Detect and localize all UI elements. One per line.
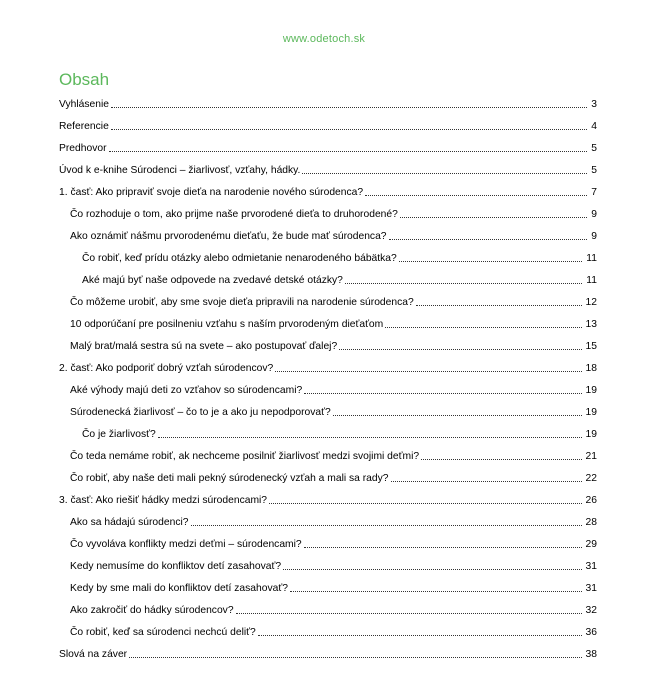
toc-page-number: 19 bbox=[585, 407, 597, 418]
toc-page-number: 11 bbox=[586, 253, 597, 264]
toc-entry[interactable] bbox=[70, 311, 597, 331]
toc-page-number: 3 bbox=[591, 99, 597, 110]
toc-entry-title: Referencie bbox=[59, 121, 109, 132]
dot-leader bbox=[399, 260, 583, 262]
toc-entry[interactable] bbox=[70, 377, 597, 397]
dot-leader bbox=[421, 458, 581, 460]
toc-entry[interactable] bbox=[70, 223, 597, 243]
toc-page-number: 15 bbox=[585, 341, 597, 352]
toc-entry-title: Ako oznámiť nášmu prvorodenému dieťaťu, že bude mať súrodenca? bbox=[70, 231, 387, 242]
dot-leader bbox=[304, 392, 581, 394]
toc-page-number: 19 bbox=[585, 429, 597, 440]
toc-entry-title: Aké majú byť naše odpovede na zvedavé detské otázky? bbox=[82, 275, 343, 286]
dot-leader bbox=[302, 172, 587, 174]
toc-entry-title: Čo môžeme urobiť, aby sme svoje dieťa pripravili na narodenie súrodenca? bbox=[70, 297, 414, 308]
toc-entry-title: Vyhlásenie bbox=[59, 99, 109, 110]
toc-entry-title: 2. časť: Ako podporiť dobrý vzťah súrodencov? bbox=[59, 363, 274, 374]
toc-page-number: 19 bbox=[585, 385, 597, 396]
toc-entry-title: Slová na záver bbox=[59, 649, 128, 660]
dot-leader bbox=[416, 304, 582, 306]
dot-leader bbox=[236, 612, 582, 614]
toc-page-number: 18 bbox=[585, 363, 597, 374]
toc-entry-title: Ako sa hádajú súrodenci? bbox=[70, 517, 189, 528]
dot-leader bbox=[269, 502, 581, 504]
toc-page-number: 5 bbox=[591, 143, 597, 154]
toc-entry[interactable] bbox=[82, 245, 597, 265]
toc-page-number: 12 bbox=[585, 297, 597, 308]
dot-leader bbox=[385, 326, 581, 328]
toc-page-number: 36 bbox=[585, 627, 597, 638]
toc-entry-title: 10 odporúčaní pre posilneniu vzťahu s naším prvorodeným dieťaťom bbox=[70, 319, 384, 330]
toc-entry[interactable] bbox=[70, 575, 597, 595]
toc-entry[interactable] bbox=[70, 509, 597, 529]
toc-entry[interactable] bbox=[82, 421, 597, 441]
toc-page-number: 9 bbox=[591, 231, 597, 242]
toc-page-number: 13 bbox=[585, 319, 597, 330]
toc-page-number: 9 bbox=[591, 209, 597, 220]
dot-leader bbox=[391, 480, 582, 482]
toc-entry-title: Čo robiť, keď sa súrodenci nechcú deliť? bbox=[70, 627, 256, 638]
toc-entry[interactable] bbox=[59, 641, 597, 661]
toc-entry[interactable] bbox=[59, 91, 597, 111]
toc-entry-title: Kedy nemusíme do konfliktov detí zasahovať? bbox=[70, 561, 282, 572]
toc-page-number: 4 bbox=[591, 121, 597, 132]
toc-entry[interactable] bbox=[59, 487, 597, 507]
toc-entry-title: 1. časť: Ako pripraviť svoje dieťa na narodenie nového súrodenca? bbox=[59, 187, 364, 198]
toc-entry-title: Čo robiť, aby naše deti mali pekný súrodenecký vzťah a mali sa rady? bbox=[70, 473, 389, 484]
toc-entry-title: Aké výhody majú deti zo vzťahov so súrodencami? bbox=[70, 385, 303, 396]
dot-leader bbox=[158, 436, 582, 438]
dot-leader bbox=[400, 216, 587, 218]
toc-entry[interactable] bbox=[82, 267, 597, 287]
toc-entry-title: Čo robiť, keď prídu otázky alebo odmietanie nenarodeného bábätka? bbox=[82, 253, 397, 264]
website-url: www.odetoch.sk bbox=[282, 33, 366, 45]
toc-entry-title: Ako zakročiť do hádky súrodencov? bbox=[70, 605, 234, 616]
dot-leader bbox=[389, 238, 588, 240]
toc-page-number: 32 bbox=[585, 605, 597, 616]
toc-entry[interactable] bbox=[59, 157, 597, 177]
toc-page-number: 26 bbox=[585, 495, 597, 506]
dot-leader bbox=[365, 194, 587, 196]
toc-title: Obsah bbox=[59, 70, 110, 89]
dot-leader bbox=[275, 370, 581, 372]
dot-leader bbox=[290, 590, 582, 592]
dot-leader bbox=[258, 634, 582, 636]
dot-leader bbox=[339, 348, 581, 350]
dot-leader bbox=[111, 106, 587, 108]
dot-leader bbox=[345, 282, 582, 284]
toc-entry-title: Čo teda nemáme robiť, ak nechceme posilniť žiarlivosť medzi svojimi deťmi? bbox=[70, 451, 420, 462]
toc-entry[interactable] bbox=[59, 179, 597, 199]
toc-entry-title: Úvod k e-knihe Súrodenci – žiarlivosť, vzťahy, hádky. bbox=[59, 165, 301, 176]
toc-page-number: 31 bbox=[585, 583, 597, 594]
toc-entry[interactable] bbox=[70, 597, 597, 617]
toc-entry[interactable] bbox=[70, 399, 597, 419]
toc-entry[interactable] bbox=[59, 355, 597, 375]
dot-leader bbox=[191, 524, 582, 526]
toc-entry[interactable] bbox=[70, 289, 597, 309]
toc-page-number: 21 bbox=[585, 451, 597, 462]
dot-leader bbox=[129, 656, 581, 658]
toc-entry-title: Čo vyvoláva konflikty medzi deťmi – súrodencami? bbox=[70, 539, 302, 550]
dot-leader bbox=[111, 128, 587, 130]
toc-entry-title: Súrodenecká žiarlivosť – čo to je a ako ju nepodporovať? bbox=[70, 407, 331, 418]
toc-page-number: 22 bbox=[585, 473, 597, 484]
toc-entry-title: 3. časť: Ako riešiť hádky medzi súrodencami? bbox=[59, 495, 268, 506]
toc-entry[interactable] bbox=[70, 443, 597, 463]
toc-entry-title: Malý brat/malá sestra sú na svete – ako postupovať ďalej? bbox=[70, 341, 338, 352]
toc-page-number: 7 bbox=[591, 187, 597, 198]
toc-entry[interactable] bbox=[59, 135, 597, 155]
toc-entry[interactable] bbox=[70, 553, 597, 573]
dot-leader bbox=[109, 150, 588, 152]
toc-page-number: 29 bbox=[585, 539, 597, 550]
toc-entry-title: Čo je žiarlivosť? bbox=[82, 429, 156, 440]
toc-page-number: 38 bbox=[585, 649, 597, 660]
toc-page-number: 28 bbox=[585, 517, 597, 528]
toc-entry-title: Kedy by sme mali do konfliktov detí zasahovať? bbox=[70, 583, 288, 594]
toc-entry-title: Predhovor bbox=[59, 143, 107, 154]
toc-entry[interactable] bbox=[59, 113, 597, 133]
toc-page-number: 5 bbox=[591, 165, 597, 176]
toc-entry[interactable] bbox=[70, 531, 597, 551]
dot-leader bbox=[304, 546, 582, 548]
toc-entry-title: Čo rozhoduje o tom, ako prijme naše prvorodené dieťa to druhorodené? bbox=[70, 209, 398, 220]
dot-leader bbox=[283, 568, 581, 570]
toc-page-number: 31 bbox=[585, 561, 597, 572]
toc-page-number: 11 bbox=[586, 275, 597, 286]
toc-entry[interactable] bbox=[70, 333, 597, 353]
toc-entry[interactable] bbox=[70, 619, 597, 639]
dot-leader bbox=[333, 414, 582, 416]
toc-entry[interactable] bbox=[70, 465, 597, 485]
toc-entry[interactable] bbox=[70, 201, 597, 221]
